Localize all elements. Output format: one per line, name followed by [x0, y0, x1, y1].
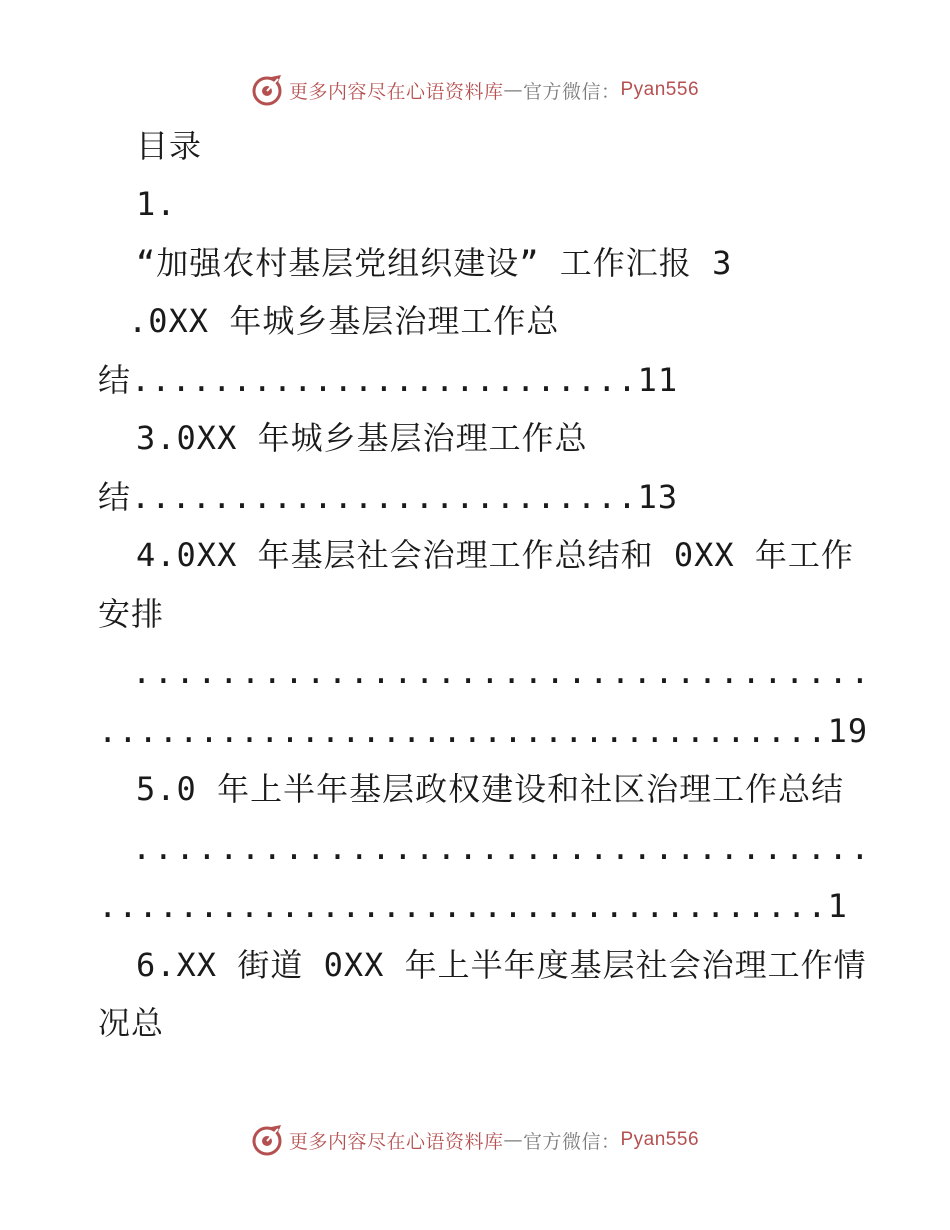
banner-main-text: 更多内容尽在心语资料库 — [288, 80, 504, 103]
banner-wechat-label: 官方微信： — [522, 1130, 621, 1153]
toc-line-7: 4.0XX 年基层社会治理工作总结和 0XX 年工作 — [136, 536, 854, 574]
banner-dash: — — [503, 1129, 523, 1151]
toc-line-2: “加强农村基层党组织建设” 工作汇报 3 — [136, 244, 733, 282]
banner-main-text: 更多内容尽在心语资料库 — [288, 1130, 504, 1153]
toc-line-9: .................................. — [132, 653, 873, 691]
toc-line-3: .0XX 年城乡基层治理工作总 — [128, 302, 560, 340]
toc-line-1: 1. — [136, 185, 177, 223]
toc-line-5: 3.0XX 年城乡基层治理工作总 — [136, 419, 588, 457]
banner-dash: — — [503, 79, 523, 101]
header-banner — [0, 70, 950, 110]
banner-wechat-label: 官方微信： — [522, 80, 621, 103]
toc-line-4: 结.........................11 — [98, 361, 679, 399]
banner-wechat-id: Pyan556 — [620, 79, 700, 100]
toc-line-12: .................................. — [132, 829, 873, 867]
toc-line-10: ....................................19 — [98, 712, 869, 750]
toc-line-11: 5.0 年上半年基层政权建设和社区治理工作总结 — [136, 770, 845, 808]
toc-line-8: 安排 — [98, 595, 165, 633]
pen-in-circle-logo-icon — [251, 1123, 285, 1157]
toc-line-15: 况总 — [98, 1004, 165, 1042]
banner-wechat-id: Pyan556 — [620, 1129, 700, 1150]
pen-in-circle-logo-icon — [251, 73, 285, 107]
toc-line-6: 结.........................13 — [98, 478, 679, 516]
footer-banner — [0, 1120, 950, 1160]
toc-line-14: 6.XX 街道 0XX 年上半年度基层社会治理工作情 — [136, 946, 867, 984]
toc-line-13: ....................................1 — [98, 887, 848, 925]
toc-title: 目录 — [136, 127, 203, 165]
